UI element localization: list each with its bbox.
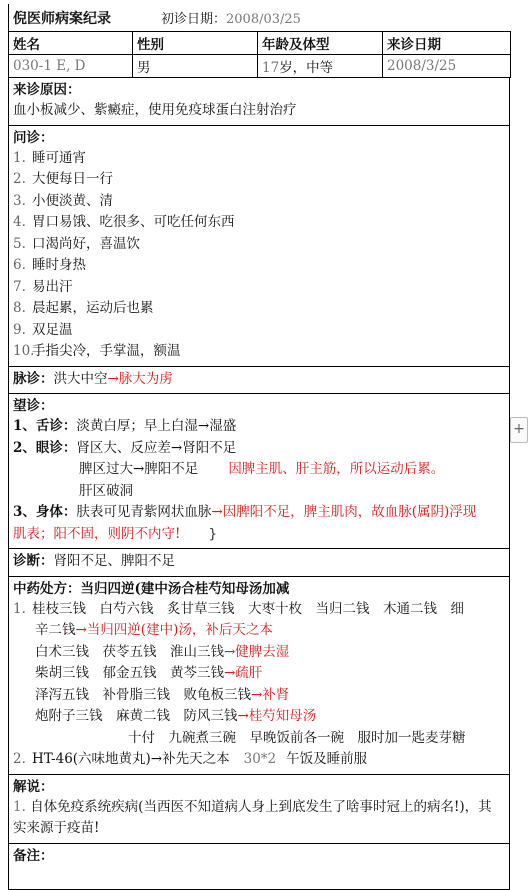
info-header-row: [9, 32, 511, 55]
body-diagnosis: 3、身体：肤表可见青紫网状血脉→因脾阳不足，脾主肌肉，故血脉(属阴)浮现: [13, 504, 477, 520]
rx-row: 柴胡三钱 郁金五钱 黄芩三钱→疏肝: [35, 665, 263, 681]
rx-dosage: 十付 九碗煮三碗 早晚饭前各一碗 服时加一匙麦芽糖: [128, 729, 466, 746]
record-title: 倪医师病案纪录: [13, 10, 111, 27]
rx-row: 1. 桂枝三钱 白芍六钱 炙甘草三钱 大枣十枚 当归二钱 木通二钱 细: [13, 600, 464, 617]
prescription-title: 中药处方：当归四逆(建中汤合桂芍知母汤加减: [13, 580, 290, 597]
rx-row: 泽泻五钱 补骨脂三钱 败龟板三钱→补肾: [35, 686, 290, 703]
expand-button[interactable]: +: [510, 417, 528, 443]
observation-section: [8, 394, 510, 549]
inquiry-item: 1. 睡可通宵: [13, 149, 86, 166]
brace-mark: }: [208, 525, 218, 542]
rx-item-2: 2. HT-46(六味地黄丸)→补先天之本 30*2 午饭及睡前服: [13, 751, 368, 767]
rx-row: 白术三钱 茯苓五钱 淮山三钱→健脾去湿: [35, 643, 290, 660]
prescription-section: [8, 577, 510, 775]
patient-info-table: [8, 31, 511, 78]
patient-gender: 男: [133, 55, 258, 78]
notes-title: 备注：: [13, 847, 54, 864]
eye-liver-line: 肝区破洞: [79, 482, 133, 499]
patient-name: 030-1 E, D: [9, 55, 133, 78]
inquiry-item: 7. 易出汗: [13, 278, 73, 295]
case-record: [8, 4, 510, 890]
pulse-label: 脉诊：: [13, 370, 54, 387]
pulse-note: →脉大为虏: [107, 370, 173, 387]
visit-date: 2008/3/25: [383, 55, 511, 78]
explanation-section: [8, 775, 510, 844]
inquiry-item: 10.手指尖冷，手掌温，额温: [13, 343, 181, 359]
pulse-text: 洪大中空: [53, 370, 108, 387]
body-diagnosis-cont: 肌表；阳不固，则阴不内守! }: [13, 525, 218, 542]
rx-row: 辛二钱→当归四逆(建中)汤，补后天之本: [35, 622, 273, 638]
inquiry-section: [8, 126, 510, 367]
inquiry-item: 5. 口渴尚好，喜温饮: [13, 235, 140, 252]
diagnosis-section: [8, 549, 510, 577]
inquiry-item: 9. 双足温: [13, 321, 73, 338]
diagnosis-text: 肾阳不足、脾阳不足: [53, 553, 175, 569]
pulse-section: [8, 367, 510, 395]
inquiry-item: 2. 大便每日一行: [13, 171, 113, 187]
title-row: [8, 4, 510, 31]
header-age: 年龄及体型: [258, 32, 383, 55]
inquiry-item: 4. 胃口易饿、吃很多、可吃任何东西: [13, 214, 235, 230]
patient-age: 17岁，中等: [258, 55, 383, 78]
header-gender: 性别: [133, 32, 258, 55]
reason-section: [8, 78, 510, 126]
inquiry-item: 8. 晨起累，运动后也累: [13, 300, 154, 316]
reason-text: 血小板减少、紫癜症，使用免疫球蛋白注射治疗: [13, 102, 297, 118]
header-name: 姓名: [9, 32, 133, 55]
notes-section: [8, 844, 510, 890]
observation-title: 望诊：: [13, 398, 54, 414]
header-visit-date: 来诊日期: [383, 32, 511, 55]
inquiry-item: 6. 睡时身热: [13, 257, 86, 273]
eye-spleen-line: 脾区过大→脾阳不足 因脾主肌、肝主筋，所以运动后累。: [79, 461, 445, 477]
first-visit-date: 初诊日期：2008/03/25: [161, 12, 301, 27]
tongue-diagnosis: 1、舌诊：淡黄白厚；早上白湿→湿盛: [13, 418, 237, 434]
explanation-text: 1. 自体免疫系统疾病(当西医不知道病人身上到底发生了啥事时冠上的病名!)，其实来源于疫苗!: [13, 798, 492, 836]
eye-diagnosis: 2、眼诊：肾区大、反应差→肾阳不足: [13, 439, 237, 456]
info-value-row: [9, 55, 511, 78]
rx-row: 炮附子三钱 麻黄二钱 防风三钱→桂芍知母汤: [35, 708, 317, 724]
explanation-title: 解说：: [13, 778, 54, 795]
inquiry-item: 3. 小便淡黄、清: [13, 192, 113, 209]
reason-title: 来诊原因：: [13, 82, 81, 98]
inquiry-title: 问诊：: [13, 129, 54, 146]
diagnosis-label: 诊断：: [13, 553, 54, 569]
